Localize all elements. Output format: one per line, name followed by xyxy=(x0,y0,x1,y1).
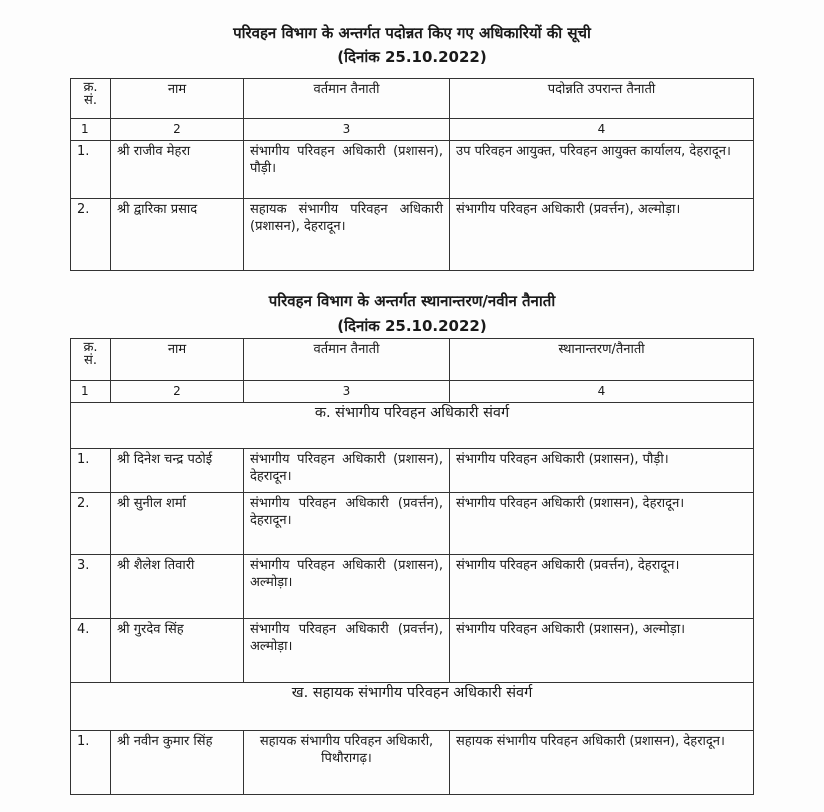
table-row xyxy=(71,493,754,555)
row-name: श्री नवीन कुमार सिंह xyxy=(111,731,244,795)
row-current-posting: संभागीय परिवहन अधिकारी (प्रवर्त्तन), अल्मोड़ा। xyxy=(244,619,450,683)
row-sno: 3. xyxy=(71,555,111,619)
col-number: 4 xyxy=(450,381,754,403)
promotion-table xyxy=(70,78,754,271)
row-current-posting: संभागीय परिवहन अधिकारी (प्रशासन), अल्मोड़ा। xyxy=(244,555,450,619)
header-sno: क्र. सं. xyxy=(71,339,111,381)
header-transfer-posting: स्थानान्तरण/तैनाती xyxy=(450,339,754,381)
row-current-posting: संभागीय परिवहन अधिकारी (प्रशासन), देहरादून। xyxy=(244,449,450,493)
table-row xyxy=(71,619,754,683)
col-number: 1 xyxy=(71,119,111,141)
column-number-row xyxy=(71,119,754,141)
column-number-row xyxy=(71,381,754,403)
transfer-table xyxy=(70,338,754,795)
row-name: श्री शैलेश तिवारी xyxy=(111,555,244,619)
row-transfer-posting: संभागीय परिवहन अधिकारी (प्रशासन), अल्मोड़ा। xyxy=(450,619,754,683)
row-transfer-posting: संभागीय परिवहन अधिकारी (प्रशासन), देहरादून। xyxy=(450,493,754,555)
table-header-row xyxy=(71,79,754,119)
row-name: श्री गुरदेव सिंह xyxy=(111,619,244,683)
row-name: श्री सुनील शर्मा xyxy=(111,493,244,555)
row-transfer-posting: सहायक संभागीय परिवहन अधिकारी (प्रशासन), देहरादून। xyxy=(450,731,754,795)
row-transfer-posting: संभागीय परिवहन अधिकारी (प्रशासन), पौड़ी। xyxy=(450,449,754,493)
table-row xyxy=(71,555,754,619)
subsection-heading-b: ख. सहायक संभागीय परिवहन अधिकारी संवर्ग xyxy=(71,683,754,731)
subsection-row xyxy=(71,403,754,449)
table-row xyxy=(71,731,754,795)
table-row xyxy=(71,199,754,271)
row-sno: 1. xyxy=(71,141,111,199)
section1-title: परिवहन विभाग के अन्तर्गत पदोन्नत किए गए अधिकारियों की सूची xyxy=(233,24,591,42)
section2-title: परिवहन विभाग के अन्तर्गत स्थानान्तरण/नवीन तैनाती xyxy=(268,292,556,310)
header-name: नाम xyxy=(111,79,244,119)
row-current-posting: संभागीय परिवहन अधिकारी (प्रशासन), पौड़ी। xyxy=(244,141,450,199)
row-sno: 2. xyxy=(71,493,111,555)
header-current-posting: वर्तमान तैनाती xyxy=(244,79,450,119)
header-name: नाम xyxy=(111,339,244,381)
subsection-heading-a: क. संभागीय परिवहन अधिकारी संवर्ग xyxy=(71,403,754,449)
table-row xyxy=(71,141,754,199)
row-name: श्री द्वारिका प्रसाद xyxy=(111,199,244,271)
row-transfer-posting: संभागीय परिवहन अधिकारी (प्रवर्त्तन), देहरादून। xyxy=(450,555,754,619)
col-number: 3 xyxy=(244,119,450,141)
row-current-posting: सहायक संभागीय परिवहन अधिकारी, पिथौरागढ़। xyxy=(244,731,450,795)
col-number: 3 xyxy=(244,381,450,403)
section1-date: (दिनांक 25.10.2022) xyxy=(337,48,487,66)
header-current-posting: वर्तमान तैनाती xyxy=(244,339,450,381)
row-sno: 1. xyxy=(71,731,111,795)
row-new-posting: उप परिवहन आयुक्त, परिवहन आयुक्त कार्यालय, देहरादून। xyxy=(450,141,754,199)
row-current-posting: संभागीय परिवहन अधिकारी (प्रवर्त्तन), देहरादून। xyxy=(244,493,450,555)
row-name: श्री राजीव मेहरा xyxy=(111,141,244,199)
row-sno: 4. xyxy=(71,619,111,683)
row-name: श्री दिनेश चन्द्र पठोई xyxy=(111,449,244,493)
section2-date: (दिनांक 25.10.2022) xyxy=(337,317,487,335)
col-number: 1 xyxy=(71,381,111,403)
table-row xyxy=(71,449,754,493)
row-sno: 1. xyxy=(71,449,111,493)
col-number: 4 xyxy=(450,119,754,141)
row-current-posting: सहायक संभागीय परिवहन अधिकारी (प्रशासन), देहरादून। xyxy=(244,199,450,271)
row-sno: 2. xyxy=(71,199,111,271)
col-number: 2 xyxy=(111,119,244,141)
row-new-posting: संभागीय परिवहन अधिकारी (प्रवर्त्तन), अल्मोड़ा। xyxy=(450,199,754,271)
header-new-posting: पदोन्नति उपरान्त तैनाती xyxy=(450,79,754,119)
table-header-row xyxy=(71,339,754,381)
header-sno: क्र. सं. xyxy=(71,79,111,119)
subsection-row xyxy=(71,683,754,731)
col-number: 2 xyxy=(111,381,244,403)
